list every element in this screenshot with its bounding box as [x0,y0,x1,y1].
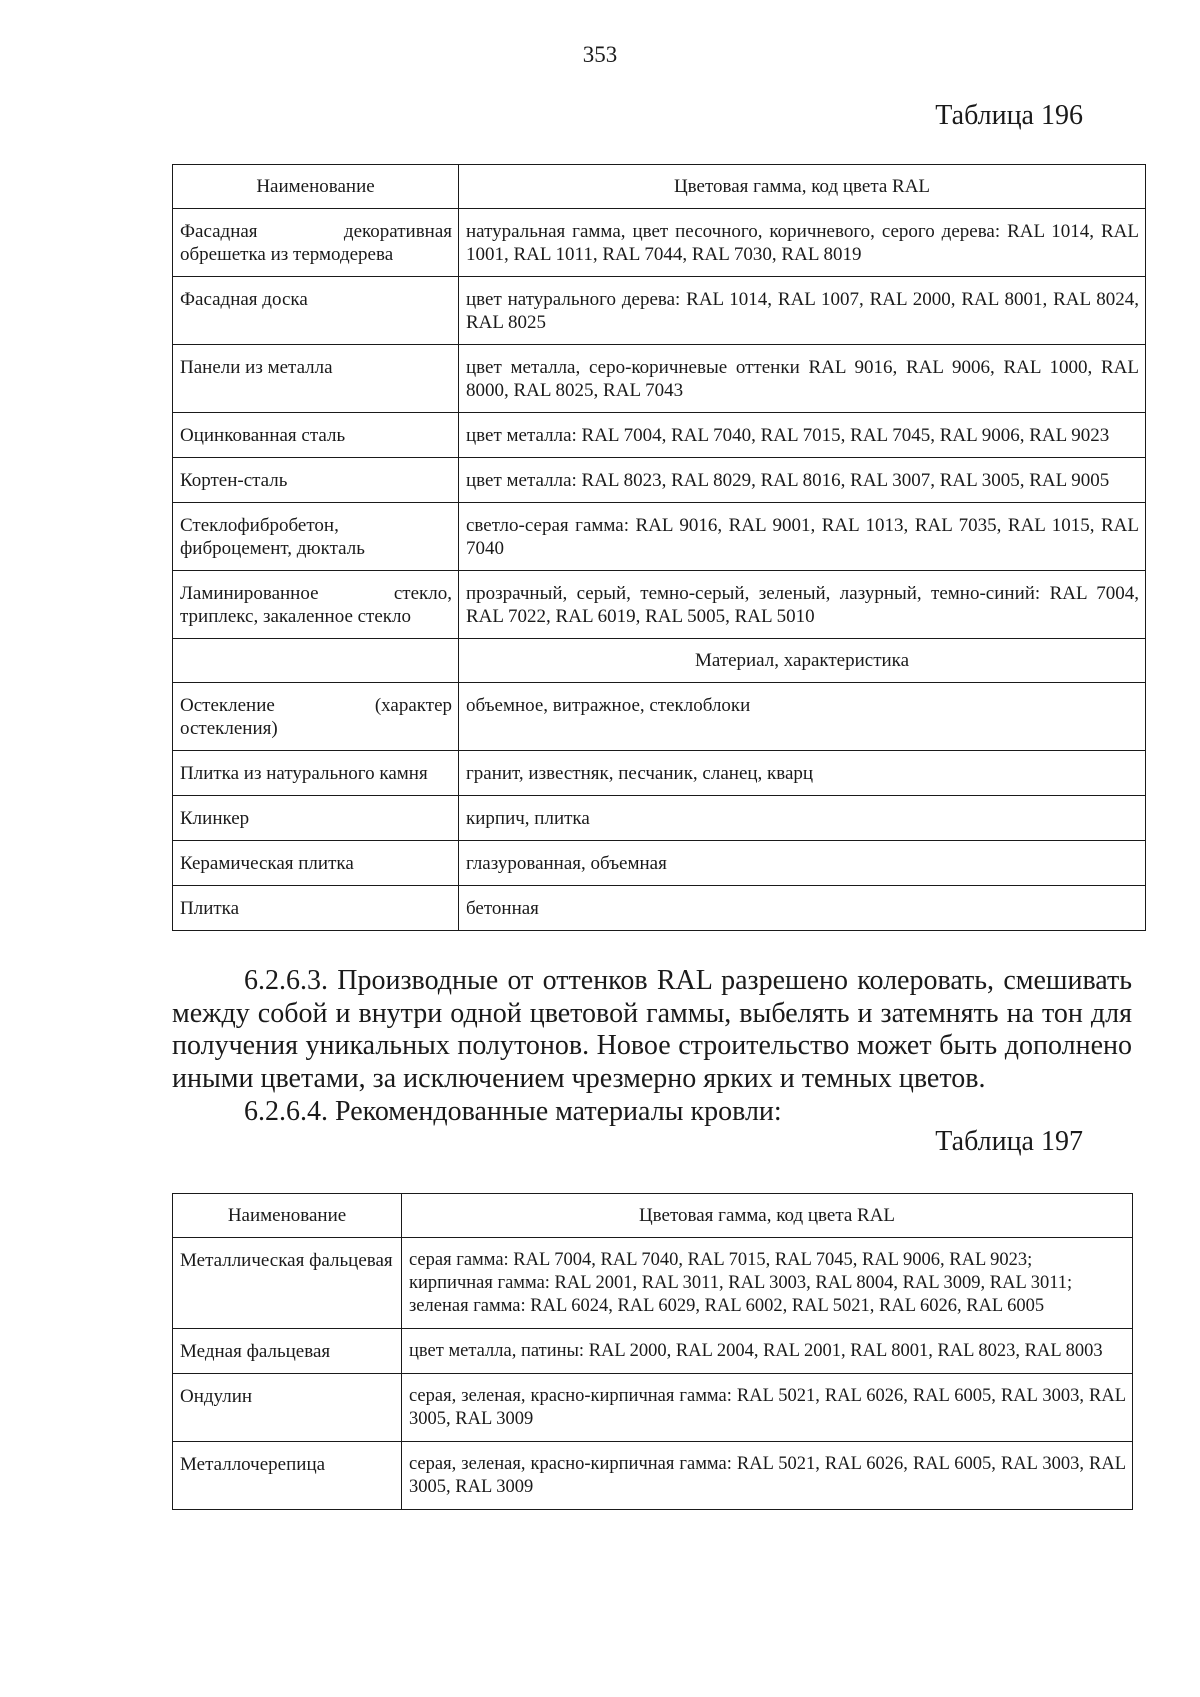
table-header-row [173,1194,1133,1238]
table-196 [172,164,1146,931]
table-row [173,571,1146,639]
row-value: натуральная гамма, цвет песочного, коричневого, серого дерева: RAL 1014, RAL 1001, RAL 1011, RAL 7044, RAL 7030, RAL 8019 [459,209,1146,277]
row-value-line: серая гамма: RAL 7004, RAL 7040, RAL 7015, RAL 7045, RAL 9006, RAL 9023; [409,1250,1033,1270]
row-name: Фасадная декоративная обрешетка из термодерева [173,209,459,277]
row-name: Ондулин [173,1374,402,1442]
table-row [173,886,1146,931]
row-name: Остекление (характер остекления) [173,683,459,751]
table-row [173,345,1146,413]
row-value [402,1238,1133,1329]
row-name: Стеклофибробетон, фиброцемент, дюкталь [173,503,459,571]
row-name: Металлическая фальцевая [173,1238,402,1329]
table-row [173,796,1146,841]
row-name: Клинкер [173,796,459,841]
table-row [173,1329,1133,1374]
subheader-material: Материал, характеристика [459,639,1146,683]
subheader-empty [173,639,459,683]
row-value: серая, зеленая, красно-кирпичная гамма: RAL 5021, RAL 6026, RAL 6005, RAL 3003, RAL 3005, RAL 3009 [402,1442,1133,1510]
table-row [173,751,1146,796]
row-value: цвет металла: RAL 8023, RAL 8029, RAL 8016, RAL 3007, RAL 3005, RAL 9005 [459,458,1146,503]
header-name: Наименование [173,165,459,209]
table-row [173,1238,1133,1329]
table-197-caption: Таблица 197 [935,1126,1083,1157]
row-name: Плитка из натурального камня [173,751,459,796]
row-name: Ламинированное стекло, триплекс, закаленное стекло [173,571,459,639]
row-value: глазурованная, объемная [459,841,1146,886]
row-name: Фасадная доска [173,277,459,345]
row-name: Оцинкованная сталь [173,413,459,458]
table-subheader-row [173,639,1146,683]
paragraph-6-2-6-3: 6.2.6.3. Производные от оттенков RAL разрешено колеровать, смешивать между собой и внутри одной цветовой гаммы, выбелять и затемнять на тон для получения уникальных полутонов. Новое строительство может быть дополнено иными цветами, за исключением чрезмерно ярких и темных цветов. [172,965,1132,1094]
row-value-line: зеленая гамма: RAL 6024, RAL 6029, RAL 6002, RAL 5021, RAL 6026, RAL 6005 [409,1296,1045,1316]
row-name: Кортен-сталь [173,458,459,503]
header-color: Цветовая гамма, код цвета RAL [459,165,1146,209]
header-color: Цветовая гамма, код цвета RAL [402,1194,1133,1238]
row-value: цвет натурального дерева: RAL 1014, RAL 1007, RAL 2000, RAL 8001, RAL 8024, RAL 8025 [459,277,1146,345]
table-header-row [173,165,1146,209]
row-value: гранит, известняк, песчаник, сланец, кварц [459,751,1146,796]
table-196-caption: Таблица 196 [935,100,1083,131]
row-name: Плитка [173,886,459,931]
table-row [173,277,1146,345]
row-value: цвет металла, патины: RAL 2000, RAL 2004, RAL 2001, RAL 8001, RAL 8023, RAL 8003 [402,1329,1133,1374]
row-value: объемное, витражное, стеклоблоки [459,683,1146,751]
row-value: цвет металла, серо-коричневые оттенки RAL 9016, RAL 9006, RAL 1000, RAL 8000, RAL 8025, RAL 7043 [459,345,1146,413]
row-name: Металлочерепица [173,1442,402,1510]
row-value-line: кирпичная гамма: RAL 2001, RAL 3011, RAL 3003, RAL 8004, RAL 3009, RAL 3011; [409,1273,1073,1293]
row-value: кирпич, плитка [459,796,1146,841]
table-row [173,503,1146,571]
table-row [173,1374,1133,1442]
header-name: Наименование [173,1194,402,1238]
row-value: прозрачный, серый, темно-серый, зеленый, лазурный, темно-синий: RAL 7004, RAL 7022, RAL 6019, RAL 5005, RAL 5010 [459,571,1146,639]
row-value: бетонная [459,886,1146,931]
table-row [173,458,1146,503]
table-row [173,1442,1133,1510]
row-value: светло-серая гамма: RAL 9016, RAL 9001, RAL 1013, RAL 7035, RAL 1015, RAL 7040 [459,503,1146,571]
row-value: серая, зеленая, красно-кирпичная гамма: RAL 5021, RAL 6026, RAL 6005, RAL 3003, RAL 3005, RAL 3009 [402,1374,1133,1442]
page-number: 353 [582,42,618,67]
table-row [173,683,1146,751]
paragraph-6-2-6-4: 6.2.6.4. Рекомендованные материалы кровли: [244,1096,782,1127]
row-value: цвет металла: RAL 7004, RAL 7040, RAL 7015, RAL 7045, RAL 9006, RAL 9023 [459,413,1146,458]
table-row [173,413,1146,458]
row-name: Керамическая плитка [173,841,459,886]
row-name: Медная фальцевая [173,1329,402,1374]
table-row [173,209,1146,277]
table-197 [172,1193,1133,1510]
row-name: Панели из металла [173,345,459,413]
table-row [173,841,1146,886]
